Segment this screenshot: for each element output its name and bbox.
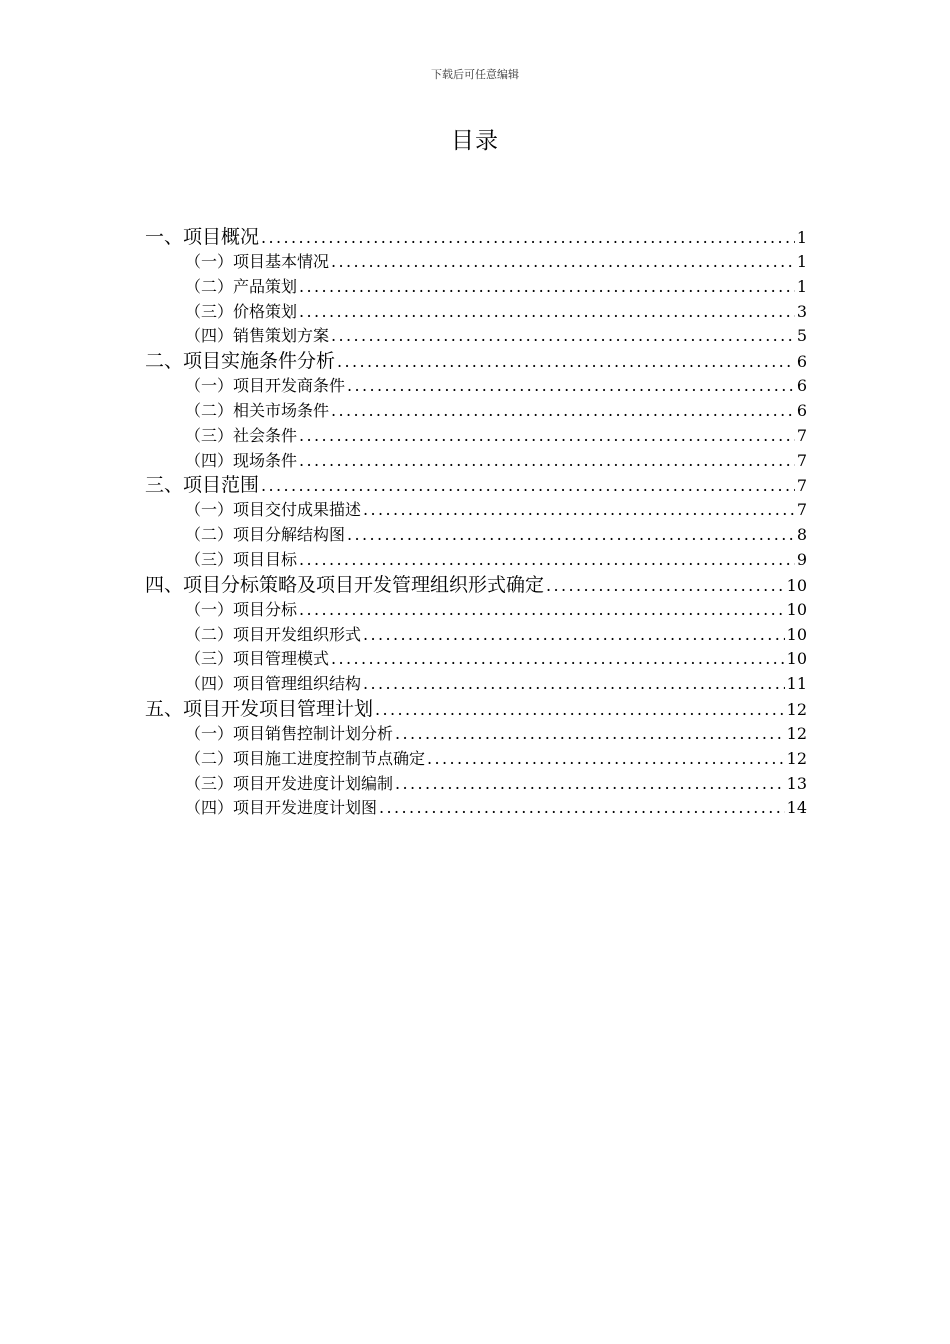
toc-subsection-entry[interactable] [145,598,807,623]
toc-entry-text: （二）产品策划 [185,276,298,296]
toc-entry-text: （二）项目开发组织形式 [185,624,362,644]
toc-leader-dots [427,747,785,772]
toc-page-number: 5 [796,326,807,346]
toc-entry-text: 二、项目实施条件分析 [145,350,336,373]
toc-page-number: 1 [796,228,807,247]
toc-leader-dots [379,796,785,821]
toc-page-number: 7 [796,500,807,520]
toc-entry-text: （二）项目分解结构图 [185,525,346,545]
toc-leader-dots [347,374,795,399]
toc-page-number: 3 [796,301,807,321]
toc-page-number: 7 [796,425,807,445]
toc-leader-dots [331,399,795,424]
toc-entry-text: （四）项目管理组织结构 [185,674,362,694]
toc-subsection-entry[interactable] [145,399,807,424]
toc-entry-text: （四）现场条件 [185,450,298,470]
toc-entry-text: （一）项目开发商条件 [185,376,346,396]
toc-leader-dots [337,349,795,374]
toc-leader-dots [331,324,795,349]
toc-entry-text: （四）销售策划方案 [185,326,330,346]
toc-page-number: 6 [796,376,807,396]
toc-subsection-entry[interactable] [145,548,807,573]
toc-page-number: 12 [786,699,807,719]
toc-subsection-entry[interactable] [145,324,807,349]
toc-entry-text: 五、项目开发项目管理计划 [145,697,374,720]
toc-subsection-entry[interactable] [145,722,807,747]
toc-leader-dots [261,225,795,250]
toc-entry-text: （二）相关市场条件 [185,400,330,420]
toc-leader-dots [375,697,785,722]
toc-leader-dots [395,722,785,747]
toc-leader-dots [299,300,795,325]
toc-subsection-entry[interactable] [145,275,807,300]
toc-subsection-entry[interactable] [145,424,807,449]
toc-leader-dots [363,623,785,648]
toc-subsection-entry[interactable] [145,523,807,548]
toc-page-number: 14 [786,798,807,818]
toc-entry-text: （三）价格策划 [185,301,298,321]
toc-entry-text: （三）项目目标 [185,549,298,569]
toc-entry-text: 四、项目分标策略及项目开发管理组织形式确定 [145,573,545,596]
toc-subsection-entry[interactable] [145,623,807,648]
toc-leader-dots [299,449,795,474]
toc-leader-dots [363,672,785,697]
toc-section-heading[interactable] [145,573,807,598]
toc-entry-text: （一）项目交付成果描述 [185,500,362,520]
toc-leader-dots [261,473,795,498]
toc-subsection-entry[interactable] [145,796,807,821]
header-note: 下载后可任意编辑 [431,68,519,81]
toc-subsection-entry[interactable] [145,374,807,399]
page-title: 目录 [451,128,499,154]
toc-subsection-entry[interactable] [145,250,807,275]
toc-entry-text: （三）项目开发进度计划编制 [185,773,394,793]
toc-entry-text: 三、项目范围 [145,474,260,497]
toc-entry-text: （三）项目管理模式 [185,649,330,669]
toc-page-number: 1 [796,252,807,271]
toc-page-number: 6 [796,400,807,420]
toc-leader-dots [331,250,795,275]
toc-entry-text: （一）项目分标 [185,599,298,619]
toc-page-number: 1 [796,276,807,296]
toc-page-number: 8 [796,525,807,545]
toc-section-heading[interactable] [145,225,807,250]
toc-page-number: 10 [786,649,807,669]
toc-entry-text: （四）项目开发进度计划图 [185,798,378,818]
toc-page-number: 6 [796,352,807,372]
toc-subsection-entry[interactable] [145,300,807,325]
toc-page-number: 9 [796,549,807,569]
toc-page-number: 12 [786,748,807,768]
toc-page-number: 11 [786,674,807,694]
toc-entry-text: （一）项目销售控制计划分析 [185,723,394,743]
toc-leader-dots [299,275,795,300]
toc-page-number: 10 [786,624,807,644]
toc-entry-text: 一、项目概况 [145,226,260,248]
toc-leader-dots [299,598,785,623]
toc-leader-dots [363,498,795,523]
toc-subsection-entry[interactable] [145,772,807,797]
toc-entry-text: （一）项目基本情况 [185,252,330,271]
toc-entry-text: （二）项目施工进度控制节点确定 [185,748,426,768]
toc-subsection-entry[interactable] [145,647,807,672]
toc-page-number: 10 [786,575,807,595]
toc-page-number: 10 [786,599,807,619]
toc-leader-dots [331,647,785,672]
toc-leader-dots [395,772,785,797]
toc-entry-text: （三）社会条件 [185,425,298,445]
toc-section-heading[interactable] [145,473,807,498]
table-of-contents [145,225,807,821]
toc-subsection-entry[interactable] [145,449,807,474]
toc-leader-dots [546,573,785,598]
toc-page-number: 7 [796,476,807,496]
toc-page-number: 13 [786,773,807,793]
toc-leader-dots [299,548,795,573]
toc-subsection-entry[interactable] [145,747,807,772]
toc-section-heading[interactable] [145,349,807,374]
toc-leader-dots [299,424,795,449]
toc-page-number: 12 [786,723,807,743]
toc-section-heading[interactable] [145,697,807,722]
toc-page-number: 7 [796,450,807,470]
toc-subsection-entry[interactable] [145,672,807,697]
toc-subsection-entry[interactable] [145,498,807,523]
toc-leader-dots [347,523,795,548]
